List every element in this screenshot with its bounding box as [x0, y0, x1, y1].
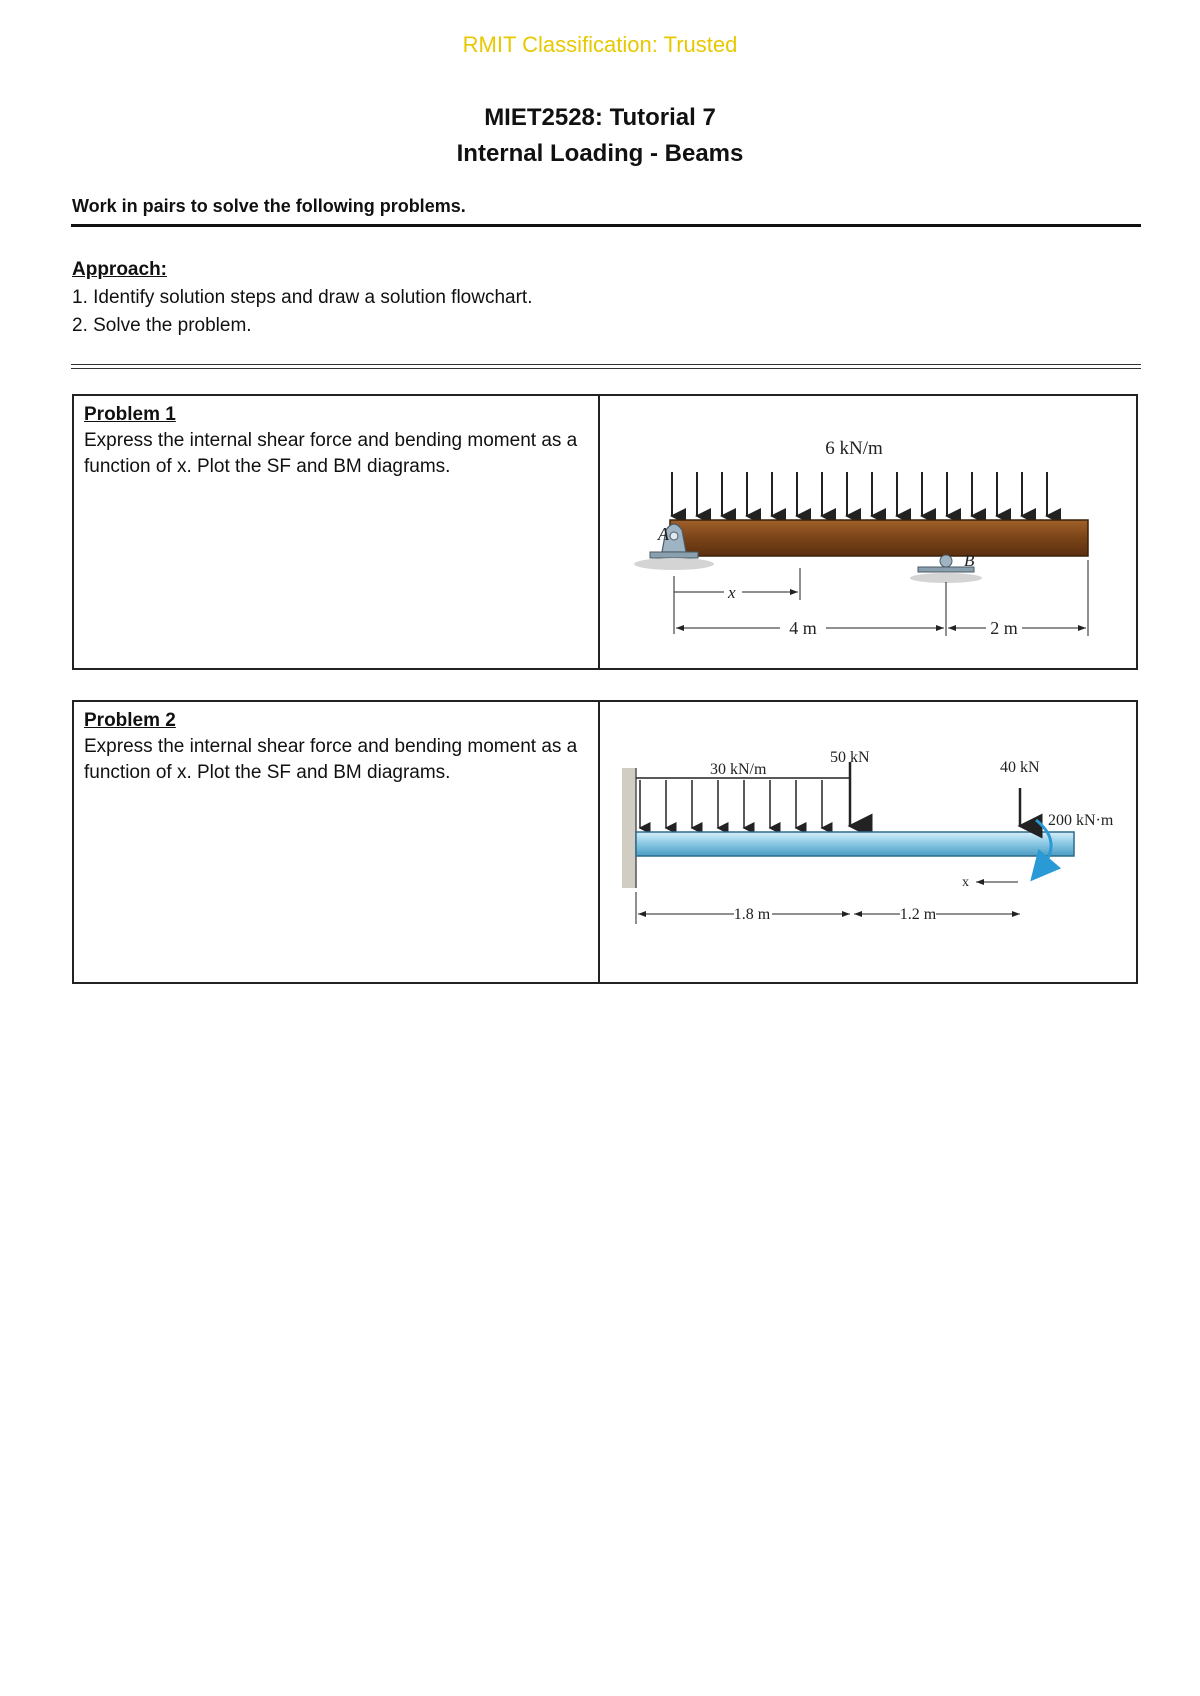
- problem-2-text-cell: [74, 702, 600, 982]
- x-dimension: [674, 568, 800, 634]
- point-load-50-label: 50 kN: [830, 749, 870, 766]
- x-label: x: [962, 875, 969, 890]
- problem-2-description: Express the internal shear force and bending moment as a function of x. Plot the SF and BM diagrams.: [84, 736, 578, 783]
- problem-1-table: [72, 394, 1138, 670]
- moment-label: 200 kN·m: [1048, 812, 1114, 829]
- support-a-label: A: [658, 524, 669, 544]
- course-title: MIET2528: Tutorial 7: [484, 104, 716, 131]
- classification-label: RMIT Classification: Trusted: [462, 32, 738, 57]
- approach-heading: Approach:: [72, 259, 167, 280]
- dim-4m: 4 m: [789, 618, 817, 638]
- problem-2-beam-figure: [600, 702, 1136, 982]
- double-divider: [71, 364, 1141, 369]
- support-b-label: B: [964, 551, 975, 570]
- beam: [636, 832, 1074, 856]
- problem-1-description: Express the internal shear force and bending moment as a function of x. Plot the SF and BM diagrams.: [84, 430, 578, 477]
- problem-1-title: Problem 1: [84, 404, 176, 425]
- problem-1-text-cell: [74, 396, 600, 668]
- span-dimensions: [636, 892, 1020, 924]
- dim-1-8m: 1.8 m: [733, 906, 771, 923]
- intro-text: Work in pairs to solve the following problems.: [72, 196, 466, 216]
- beam: [670, 520, 1088, 556]
- title-block: [0, 100, 1200, 172]
- approach-step: 2. Solve the problem.: [72, 315, 252, 336]
- approach-step: 1. Identify solution steps and draw a solution flowchart.: [72, 287, 533, 308]
- problem-1-figure-cell: [600, 396, 1136, 668]
- approach-section: [72, 256, 532, 340]
- span-dimensions: [676, 560, 1088, 636]
- problem-2-figure-cell: [600, 702, 1136, 982]
- problem-1-beam-figure: [600, 396, 1136, 668]
- distributed-load-arrows: [640, 780, 822, 828]
- fixed-wall: [622, 768, 636, 888]
- load-label: 6 kN/m: [825, 438, 883, 459]
- problem-2-title: Problem 2: [84, 710, 176, 731]
- divider: [71, 224, 1141, 227]
- dim-1-2m: 1.2 m: [899, 906, 937, 923]
- dim-2m: 2 m: [990, 618, 1018, 638]
- problem-2-table: [72, 700, 1138, 984]
- point-load-40-label: 40 kN: [1000, 759, 1040, 776]
- x-label: x: [728, 583, 736, 602]
- page-subtitle: Internal Loading - Beams: [456, 140, 744, 167]
- distributed-load-arrows: [672, 472, 1047, 516]
- distributed-load-label: 30 kN/m: [710, 761, 767, 778]
